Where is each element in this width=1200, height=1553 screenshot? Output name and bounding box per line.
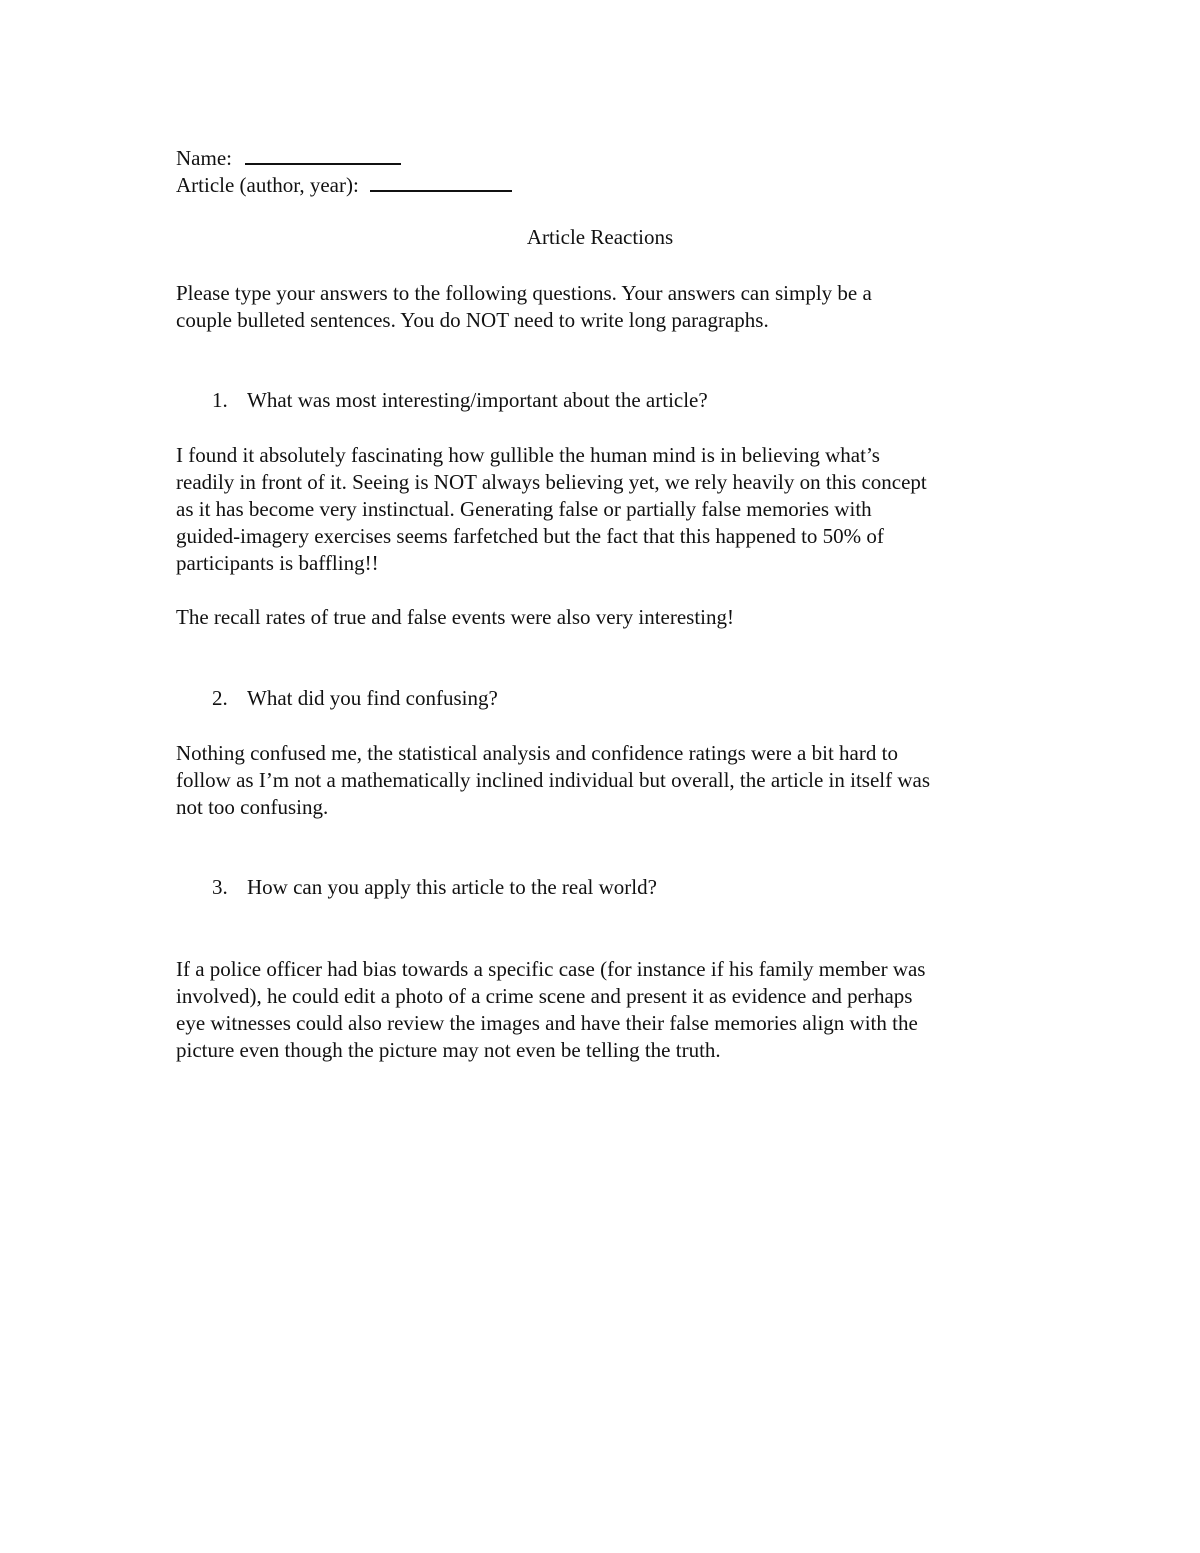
answer-line: picture even though the picture may not even be telling the truth. bbox=[176, 1038, 721, 1062]
name-line bbox=[176, 143, 401, 172]
answer-line: not too confusing. bbox=[176, 795, 329, 819]
article-label: Article (author, year): bbox=[176, 173, 359, 197]
answer-line: follow as I’m not a mathematically inclined individual but overall, the article in itself was bbox=[176, 768, 931, 792]
answer-line: If a police officer had bias towards a specific case (for instance if his family member was bbox=[176, 957, 926, 981]
page-title: Article Reactions bbox=[526, 225, 674, 249]
answer-line: guided-imagery exercises seems farfetched but the fact that this happened to 50% of bbox=[176, 524, 884, 548]
question-text: What did you find confusing? bbox=[247, 686, 498, 710]
question-text: How can you apply this article to the real world? bbox=[247, 875, 657, 899]
answer-line: I found it absolutely fascinating how gullible the human mind is in believing what’s bbox=[176, 443, 880, 467]
question-number: 3. bbox=[212, 875, 228, 899]
article-blank bbox=[370, 170, 512, 192]
answer-extra-line: The recall rates of true and false events were also very interesting! bbox=[176, 605, 734, 629]
instructions-line-2: couple bulleted sentences. You do NOT need to write long paragraphs. bbox=[176, 308, 769, 332]
answer-line: eye witnesses could also review the images and have their false memories align with the bbox=[176, 1011, 918, 1035]
question-number: 1. bbox=[212, 388, 228, 412]
answer-line: as it has become very instinctual. Generating false or partially false memories with bbox=[176, 497, 872, 521]
question-number: 2. bbox=[212, 686, 228, 710]
answer-line: participants is baffling!! bbox=[176, 551, 379, 575]
answer-line: readily in front of it. Seeing is NOT always believing yet, we rely heavily on this concept bbox=[176, 470, 927, 494]
answer-line: involved), he could edit a photo of a crime scene and present it as evidence and perhaps bbox=[176, 984, 913, 1008]
instructions-line-1: Please type your answers to the following questions. Your answers can simply be a bbox=[176, 281, 872, 305]
question-text: What was most interesting/important about the article? bbox=[247, 388, 708, 412]
article-line bbox=[176, 170, 512, 199]
answer-line: Nothing confused me, the statistical analysis and confidence ratings were a bit hard to bbox=[176, 741, 898, 765]
name-label: Name: bbox=[176, 146, 232, 170]
name-blank bbox=[245, 143, 401, 165]
